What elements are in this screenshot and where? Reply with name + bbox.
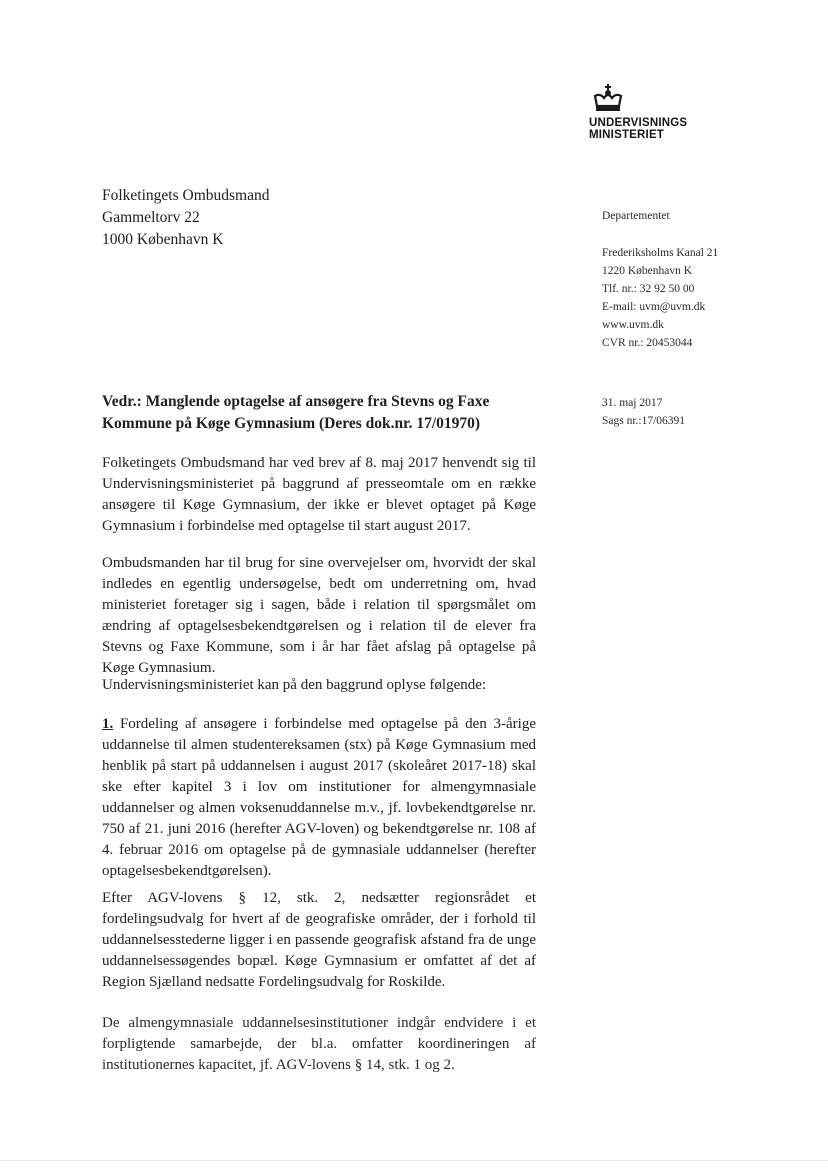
logo-line-1: UNDERVISNINGS xyxy=(589,117,688,129)
subject-line: Vedr.: Manglende optagelse af ansøgere fra Stevns og Faxe Kommune på Køge Gymnasium (Deres dok.nr. 17/01970) xyxy=(102,393,490,432)
department-label: Departementet xyxy=(602,210,670,222)
section-number: 1. xyxy=(102,716,114,732)
paragraph-1: Folketingets Ombudsmand har ved brev af 8. maj 2017 henvendt sig til Undervisningsministeriet på baggrund af presseomtale om en række ansøgere til Køge Gymnasium, der ikke er blevet optaget på Køge Gymnasium i forbindelse med optagelse til start august 2017. xyxy=(102,455,536,534)
logo-line-2: MINISTERIET xyxy=(589,129,665,141)
recipient-address xyxy=(102,185,269,251)
sender-address-2: 1220 København K xyxy=(602,265,693,277)
paragraph-4 xyxy=(102,714,536,882)
recipient-city: 1000 København K xyxy=(102,231,224,248)
paragraph-6: De almengymnasiale uddannelsesinstitutioner indgår endvidere i et forpligtende samarbejde, der bl.a. omfatter koordineringen af institutionernes kapacitet, jf. AGV-lovens § 14, stk. 1 og 2. xyxy=(102,1015,536,1073)
recipient-name: Folketingets Ombudsmand xyxy=(102,187,270,204)
paragraph-5: Efter AGV-lovens § 12, stk. 2, nedsætter regionsrådet et fordelingsudvalg for hvert af de geografiske områder, der i forhold til uddannelsesstederne ligger i en passende geografisk afstand fra de unge uddannelsessøgendes bopæl. Køge Gymnasium er omfattet af det af Region Sjælland nedsatte Fordelingsudvalg for Roskilde. xyxy=(102,890,536,990)
ministry-logo xyxy=(589,84,719,141)
sender-email: E-mail: uvm@uvm.dk xyxy=(602,301,706,313)
crown-icon xyxy=(592,84,624,114)
case-number: Sags nr.:17/06391 xyxy=(602,415,686,427)
paragraph-4-text: Fordeling af ansøgere i forbindelse med optagelse på den 3-årige uddannelse til almen studentereksamen (stx) på Køge Gymnasium med henblik på start på uddannelsen i august 2017 (skoleåret 2017-18) skal ske efter kapitel 3 i lov om institutioner for almengymnasiale uddannelser og almen voksenuddannelse m.v., jf. lovbekendtgørelse nr. 750 af 21. juni 2016 (herefter AGV-loven) og bekendtgørelse nr. 108 af 4. februar 2016 om optagelse på de gymnasiale uddannelser (herefter optagelsesbekendtgørelsen). xyxy=(102,716,537,879)
letter-date: 31. maj 2017 xyxy=(602,397,663,409)
date-block xyxy=(602,394,685,430)
page-edge xyxy=(0,1160,828,1161)
sender-contact xyxy=(602,244,718,352)
sender-address-1: Frederiksholms Kanal 21 xyxy=(602,247,719,259)
paragraph-2: Ombudsmanden har til brug for sine overvejelser om, hvorvidt der skal indledes en egentlig undersøgelse, bedt om underretning om, hvad ministeriet foretager sig i sagen, både i relation til spørgsmålet om ændring af optagelsesbekendtgørelsen og i relation til de elever fra Stevns og Faxe Kommune, som i år har fået afslag på optagelse på Køge Gymnasium. xyxy=(102,555,536,676)
paragraph-3: Undervisningsministeriet kan på den baggrund oplyse følgende: xyxy=(102,677,487,693)
sender-web: www.uvm.dk xyxy=(602,319,664,331)
sender-cvr: CVR nr.: 20453044 xyxy=(602,337,693,349)
sender-phone: Tlf. nr.: 32 92 50 00 xyxy=(602,283,695,295)
recipient-street: Gammeltorv 22 xyxy=(102,209,200,226)
